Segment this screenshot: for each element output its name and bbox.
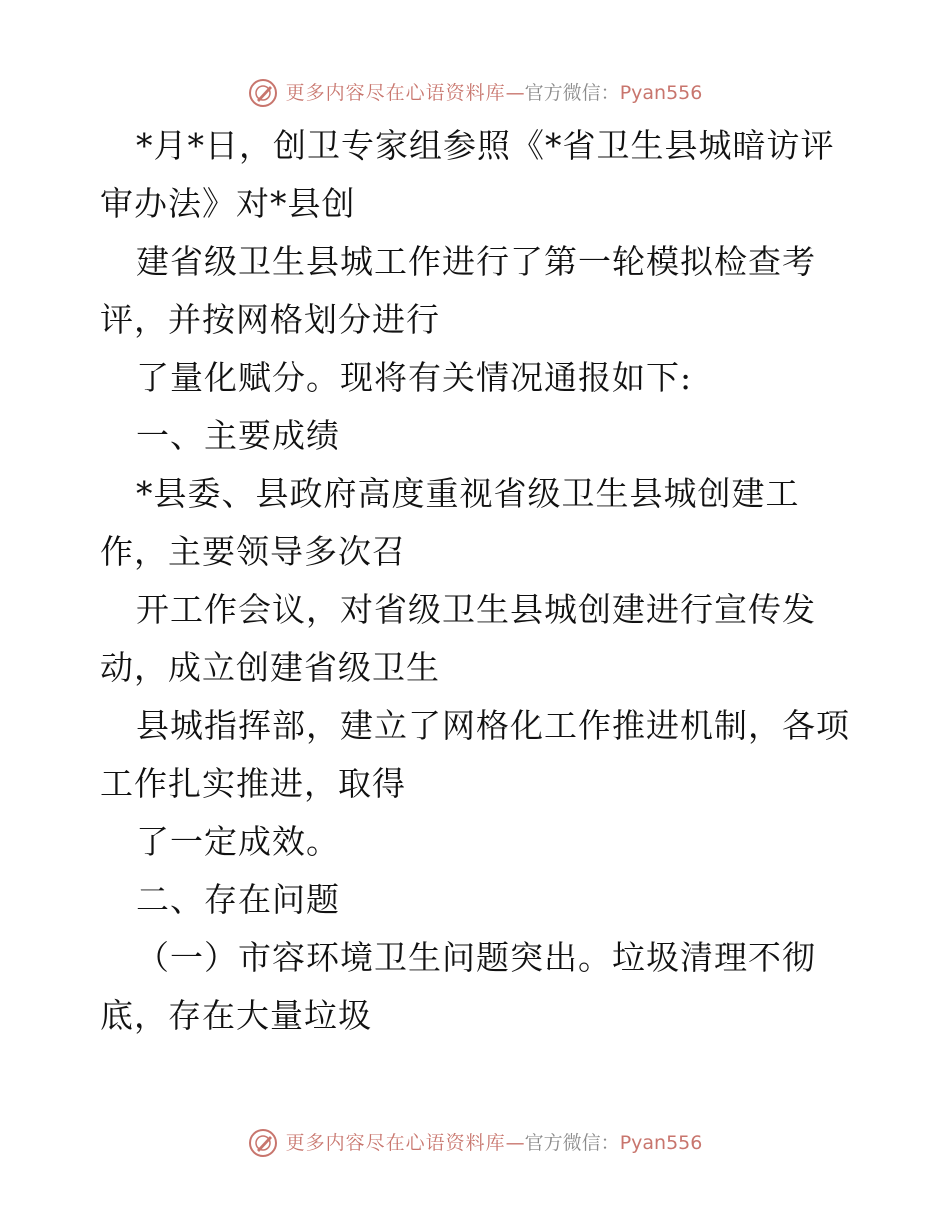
paragraph-line: *月*日，创卫专家组参照《*省卫生县城暗访评 xyxy=(136,126,835,165)
watermark-dash: — xyxy=(505,82,525,104)
paragraph-line: 评，并按网格划分进行 xyxy=(100,300,440,339)
paragraph-line: 审办法》对*县创 xyxy=(100,184,356,223)
paragraph-line: 一、主要成绩 xyxy=(136,416,340,455)
watermark-contact: 官方微信： xyxy=(524,82,620,104)
paragraph-line: 底，存在大量垃圾 xyxy=(100,996,372,1035)
paragraph-line: 建省级卫生县城工作进行了第一轮模拟检查考 xyxy=(136,242,816,281)
watermark-dash: — xyxy=(505,1132,525,1154)
watermark-brand: 更多内容尽在心语资料库 xyxy=(285,1132,506,1154)
watermark-contact: 官方微信： xyxy=(524,1132,620,1154)
logo-icon xyxy=(248,1128,278,1158)
watermark-brand: 更多内容尽在心语资料库 xyxy=(285,82,506,104)
paragraph-line: 工作扎实推进，取得 xyxy=(100,764,406,803)
watermark-id: Pyan556 xyxy=(619,82,703,104)
paragraph-line: *县委、县政府高度重视省级卫生县城创建工 xyxy=(136,474,800,513)
logo-icon xyxy=(248,78,278,108)
watermark-header xyxy=(0,78,950,108)
paragraph-line: 作，主要领导多次召 xyxy=(100,532,406,571)
paragraph-line: 二、存在问题 xyxy=(136,880,340,919)
paragraph-line: 了一定成效。 xyxy=(136,822,340,861)
paragraph-line: （一）市容环境卫生问题突出。垃圾清理不彻 xyxy=(136,938,816,977)
paragraph-line: 开工作会议，对省级卫生县城创建进行宣传发 xyxy=(136,590,816,629)
paragraph-line: 了量化赋分。现将有关情况通报如下: xyxy=(136,358,693,397)
watermark-footer xyxy=(0,1128,950,1158)
paragraph-line: 动，成立创建省级卫生 xyxy=(100,648,440,687)
document-body xyxy=(100,117,860,1045)
paragraph-line: 县城指挥部，建立了网格化工作推进机制，各项 xyxy=(136,706,850,745)
watermark-id: Pyan556 xyxy=(619,1132,703,1154)
